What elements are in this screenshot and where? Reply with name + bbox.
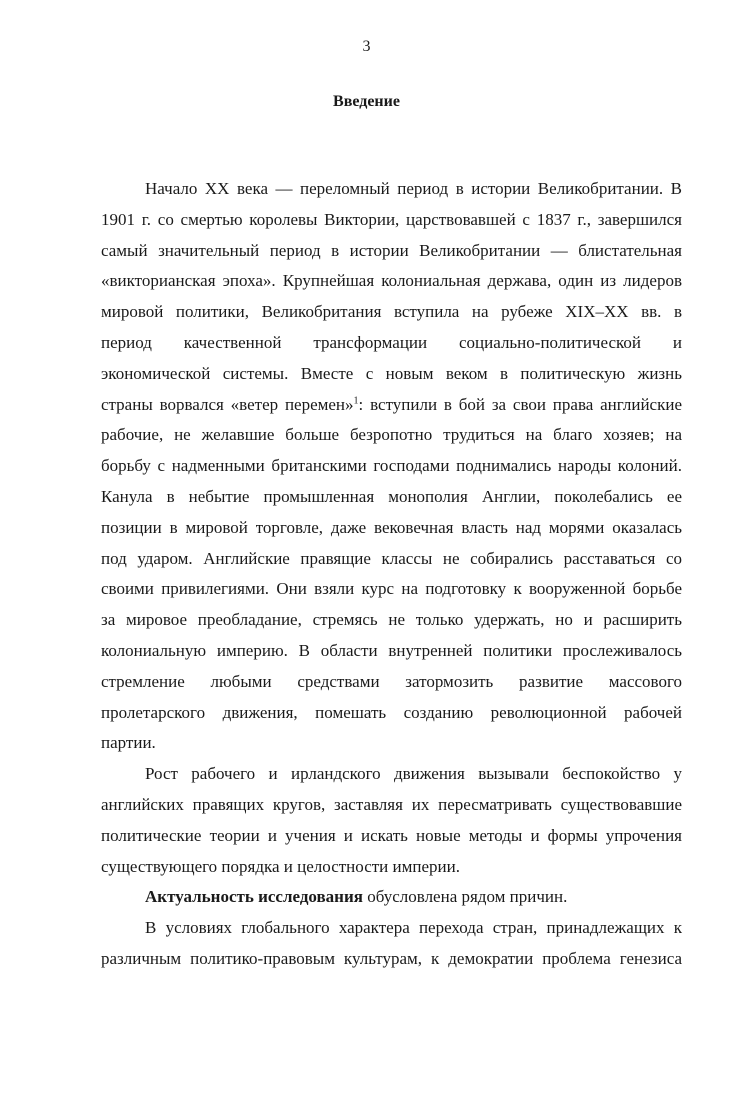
bold-term: Актуальность исследования bbox=[145, 887, 363, 907]
text-line: экономической системы. Вместе с новым веком в политическую жизнь bbox=[101, 363, 682, 383]
paragraph-1 bbox=[101, 174, 682, 759]
text-line: колониальную империю. В области внутренней политики прослеживалось bbox=[101, 640, 682, 660]
text-line: под ударом. Английские правящие классы не собирались расставаться со bbox=[101, 548, 682, 568]
text-fragment: обусловлена рядом причин. bbox=[362, 887, 568, 907]
text-line: пролетарского движения, помешать созданию революционной рабочей bbox=[101, 702, 682, 722]
text-fragment: : вступили в бой за свои права английские bbox=[358, 394, 683, 414]
text-line: мировой политики, Великобритания вступила на рубеже XIX–XX вв. в bbox=[101, 302, 682, 322]
text-line: 1901 г. со смертью королевы Виктории, царствовавшей с 1837 г., завершился bbox=[101, 209, 682, 229]
paragraph-4 bbox=[101, 913, 682, 975]
text-line: Начало XX века — переломный период в истории Великобритании. В bbox=[145, 179, 682, 198]
text-line: позиции в мировой торговле, даже вековечная власть над морями оказалась bbox=[101, 517, 682, 537]
text-line bbox=[101, 882, 682, 913]
text-line: за мировое преобладание, стремясь не только удержать, но и расширить bbox=[101, 610, 682, 630]
text-line: существующего порядка и целостности империи. bbox=[101, 856, 460, 876]
body-text bbox=[101, 174, 682, 975]
paragraph-2 bbox=[101, 759, 682, 882]
text-line: английских правящих кругов, заставляя их пересматривать существовавшие bbox=[101, 794, 682, 814]
text-line: своими привилегиями. Они взяли курс на подготовку к вооруженной борьбе bbox=[101, 579, 682, 599]
text-line: политические теории и учения и искать новые методы и формы упрочения bbox=[101, 825, 682, 845]
page-number: 3 bbox=[362, 38, 371, 55]
text-line: «викторианская эпоха». Крупнейшая колониальная держава, один из лидеров bbox=[101, 271, 682, 291]
text-line: период качественной трансформации социально-политической и bbox=[101, 332, 682, 352]
text-line: В условиях глобального характера перехода стран, принадлежащих к bbox=[145, 918, 682, 938]
text-line: Канула в небытие промышленная монополия Англии, поколебались ее bbox=[101, 486, 682, 506]
text-line: борьбу с надменными британскими господами поднимались народы колоний. bbox=[101, 456, 682, 476]
footnote-mark[interactable]: 1 bbox=[353, 394, 359, 406]
text-line: стремление любыми средствами затормозить развитие массового bbox=[101, 671, 682, 691]
text-line: Рост рабочего и ирландского движения вызывали беспокойство у bbox=[145, 764, 682, 784]
text-line: самый значительный период в истории Великобритании — блистательная bbox=[101, 240, 682, 260]
text-line-with-footnote bbox=[101, 390, 682, 421]
text-line: рабочие, не желавшие больше безропотно трудиться на благо хозяев; на bbox=[101, 425, 682, 445]
paragraph-3 bbox=[101, 882, 682, 913]
section-heading: Введение bbox=[333, 93, 400, 110]
text-fragment: страны ворвался «ветер перемен» bbox=[101, 394, 354, 414]
text-line: партии. bbox=[101, 733, 156, 753]
text-line: различным политико-правовым культурам, к демократии проблема генезиса bbox=[101, 948, 682, 968]
